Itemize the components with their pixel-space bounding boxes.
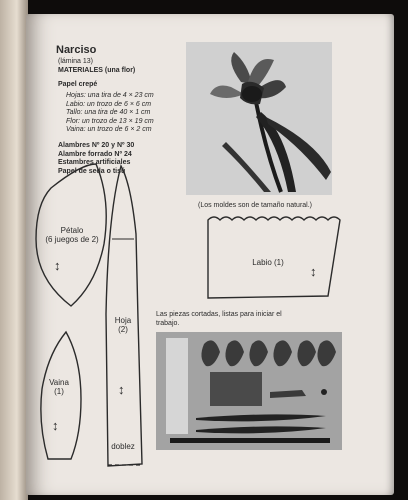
paper-heading: Papel crepé [58, 81, 98, 88]
petal-label: Pétalo (6 juegos de 2) [45, 226, 99, 244]
list-item: Vaina: un trozo de 6 × 2 cm [66, 126, 152, 133]
cut-pieces-illustration [156, 332, 342, 450]
plate-reference: (lámina 13) [58, 58, 94, 65]
fold-label: doblez [111, 442, 135, 451]
grain-arrow-icon: ↕ [310, 264, 317, 279]
list-item: Flor: un trozo de 13 × 19 cm [66, 117, 154, 125]
leaf-label: Hoja (2) [114, 316, 132, 334]
materials-heading: MATERIALES (una flor) [58, 67, 136, 74]
photo-caption: (Los moldes son de tamaño natural.) [198, 202, 313, 209]
left-page-text-fragment [2, 6, 26, 386]
list-item: Alambres Nº 20 y Nº 30 [58, 142, 135, 149]
list-item: Papel de seda o tisú [58, 167, 126, 175]
grain-arrow-icon: ↕ [54, 258, 61, 273]
list-item: Tallo: una tira de 40 × 1 cm [66, 109, 151, 116]
cut-pieces-photo [156, 332, 342, 450]
lip-label: Labio (1) [252, 258, 284, 267]
page-title: Narciso [56, 44, 97, 56]
grain-arrow-icon: ↕ [52, 418, 59, 433]
list-item: Hojas: una tira de 4 × 23 cm [66, 92, 154, 99]
pieces-caption: Las piezas cortadas, listas para iniciar el trabajo. [156, 311, 282, 327]
sheath-label: Vaina (1) [49, 378, 69, 396]
list-item: Labio: un trozo de 6 × 6 cm [66, 100, 152, 108]
grain-arrow-icon: ↕ [118, 382, 125, 397]
list-item: Estambres artificiales [58, 159, 131, 166]
book-page [26, 14, 394, 495]
list-item: Alambre forrado Nº 24 [58, 150, 132, 158]
left-page-edge [0, 0, 28, 500]
